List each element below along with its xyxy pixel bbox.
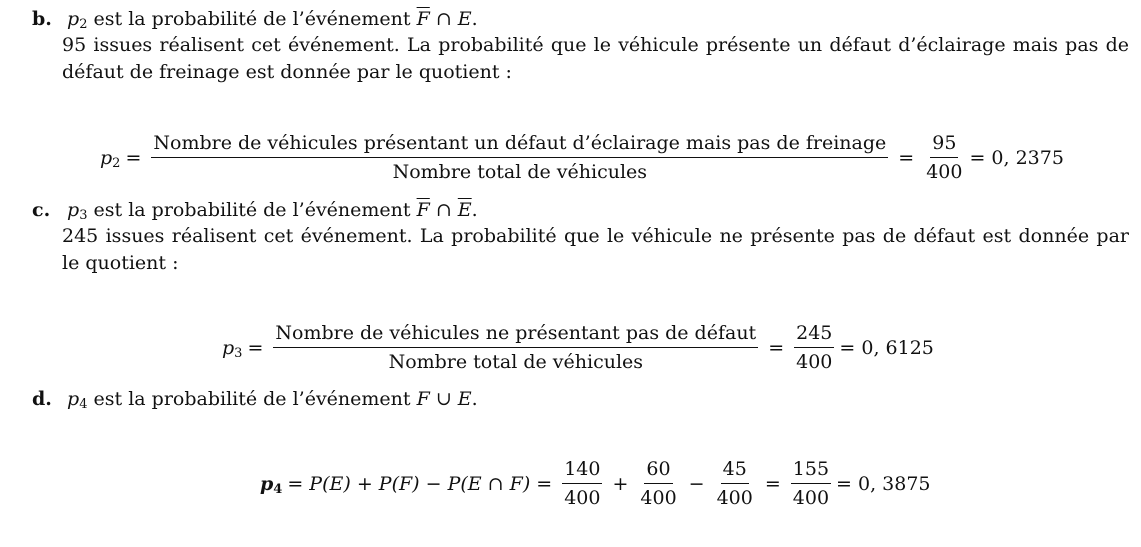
event-complement-f: $\overline{F}$ bbox=[416, 199, 430, 221]
equation-result: = 0, 6125 bbox=[839, 336, 934, 359]
equation-lhs: $p_4$ bbox=[260, 472, 283, 497]
event-complement-e: $\overline{E}$ bbox=[457, 199, 472, 221]
event-operator: ∩ bbox=[435, 199, 452, 221]
fraction-denominator: Nombre total de véhicules bbox=[388, 351, 644, 373]
fraction-2: $\frac{60}{400}$ bbox=[640, 458, 677, 509]
fraction-numerator: Nombre de véhicules ne présentant pas de défaut bbox=[273, 322, 758, 348]
heading-text: est la probabilité de l’événement bbox=[93, 388, 411, 410]
event-operator: ∩ bbox=[435, 8, 452, 30]
equation-p3: $p_3$ = $\frac{\text{Nombre de véhicules ne présentant pas de défaut}}{\text{Nombre total de véhicules}}$ = $\frac{245}{400}$ = 0, 6125 bbox=[222, 322, 934, 373]
numeric-fraction: $\frac{95}{400}$ bbox=[926, 132, 963, 183]
numeric-fraction: $\frac{245}{400}$ bbox=[796, 322, 833, 373]
event-f: F bbox=[416, 388, 430, 410]
probability-symbol: $p_2$ bbox=[67, 8, 88, 32]
fraction-denominator: Nombre total de véhicules bbox=[392, 161, 648, 183]
fraction-numerator: Nombre de véhicules présentant un défaut d’éclairage mais pas de freinage bbox=[151, 132, 888, 158]
equation-expression: = P(E) + P(F) − P(E ∩ F) = bbox=[287, 472, 553, 495]
heading-text: est la probabilité de l’événement bbox=[93, 199, 411, 221]
heading-text: est la probabilité de l’événement bbox=[93, 8, 411, 30]
word-fraction bbox=[273, 322, 758, 373]
equation-lhs: $p_2$ bbox=[100, 146, 121, 171]
item-label: d. bbox=[32, 388, 52, 410]
event-complement-f: $\overline{F}$ bbox=[416, 8, 430, 30]
item-label: c. bbox=[32, 199, 51, 221]
equation-result: = 0, 2375 bbox=[969, 146, 1064, 169]
equation-lhs: $p_3$ bbox=[222, 336, 243, 361]
probability-symbol: $p_3$ bbox=[67, 199, 88, 223]
fraction-3: $\frac{45}{400}$ bbox=[716, 458, 753, 509]
fraction-4: $\frac{155}{400}$ bbox=[792, 458, 830, 509]
event-e: E bbox=[457, 8, 472, 30]
word-fraction bbox=[151, 132, 888, 183]
item-b-heading: b. $p_2$ est la probabilité de l’événement $\overline{F}$ ∩ E. bbox=[32, 8, 478, 32]
event-e: E bbox=[457, 388, 472, 410]
item-d-heading: d. $p_4$ est la probabilité de l’événement F ∪ E. bbox=[32, 388, 478, 412]
equation-p2: $p_2$ = Nombre de véhicules présentant un défaut d’éclairage mais pas de freinage Nombre total de véhicules = $\frac{95}{400}$ = 0, 2375 bbox=[100, 132, 1064, 183]
event-operator: ∪ bbox=[435, 388, 452, 410]
equation-result: = 0, 3875 bbox=[836, 472, 931, 495]
item-b-paragraph: 95 issues réalisent cet événement. La probabilité que le véhicule présente un défaut d’éclairage mais pas de défaut de freinage est donnée par le quotient : bbox=[62, 34, 1129, 83]
equation-p4: $p_4$ = P(E) + P(F) − P(E ∩ F) = $\frac{140}{400}$ + $\frac{60}{400}$ − $\frac{45}{400}$ = $\frac{155}{400}$ = 0, 3875 bbox=[260, 458, 931, 509]
item-c-heading: c. $p_3$ est la probabilité de l’événement $\overline{F}$ ∩ $\overline{E}$. bbox=[32, 199, 478, 223]
item-label: b. bbox=[32, 8, 52, 30]
probability-symbol: $p_4$ bbox=[67, 388, 88, 412]
fraction-1: $\frac{140}{400}$ bbox=[564, 458, 601, 509]
item-c-paragraph: 245 issues réalisent cet événement. La probabilité que le véhicule ne présente pas de défaut est donnée par le quotient : bbox=[62, 225, 1129, 274]
